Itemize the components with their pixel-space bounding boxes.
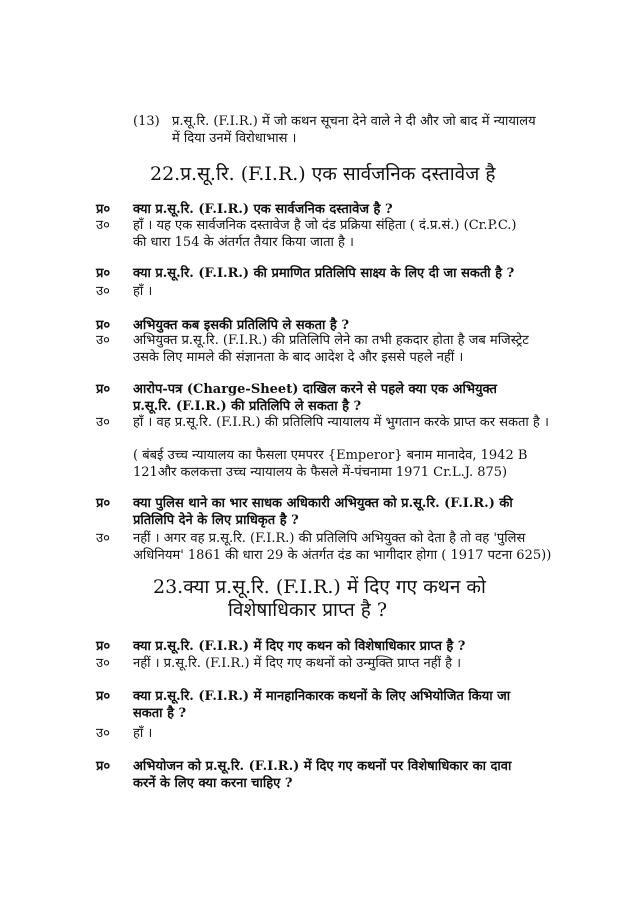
question-label: प्र०: [96, 496, 111, 511]
answer-text: नहीं । अगर वह प्र.सू.रि. (F.I.R.) की प्रतिलिपि अभियुक्त को देता है तो वह 'पुलिस: [133, 531, 526, 546]
answer-text: हाँ ।: [133, 726, 153, 741]
question-text: क्या प्र.सू.रि. (F.I.R.) की प्रमाणित प्रतिलिपि साक्ष्य के लिए दी जा सकती है ?: [133, 266, 515, 281]
question-label: प्र०: [96, 639, 111, 654]
answer-label: उ०: [96, 333, 110, 348]
question-label: प्र०: [96, 759, 111, 774]
answer-label: उ०: [96, 415, 110, 430]
section-heading: विशेषाधिकार प्राप्त है ?: [228, 599, 388, 621]
answer-text: नहीं । प्र.सू.रि. (F.I.R.) में दिए गए कथनों को उन्मुक्ति प्राप्त नहीं है ।: [133, 656, 462, 671]
answer-text: उसके लिए मामले की संज्ञानता के बाद आदेश दे और इससे पहले नहीं ।: [133, 350, 464, 365]
question-label: प्र०: [96, 318, 111, 333]
section-heading: 22.प्र.सू.रि. (F.I.R.) एक सार्वजनिक दस्तावेज है: [150, 163, 496, 185]
answer-text: हाँ ।: [133, 284, 153, 299]
question-text: क्या पुलिस थाने का भार साधक अधिकारी अभियुक्त को प्र.सू.रि. (F.I.R.) की: [133, 496, 513, 511]
question-text: क्या प्र.सू.रि. (F.I.R.) में दिए गए कथन को विशेषाधिकार प्राप्त है ?: [133, 639, 466, 654]
citation-note: 121और कलकत्ता उच्च न्यायालय के फैसले में-पंचनामा 1971 Cr.L.J. 875): [133, 465, 508, 480]
item-text-line: प्र.सू.रि. (F.I.R.) में जो कथन सूचना देने वाले ने दी और जो बाद में न्यायालय: [172, 114, 536, 129]
answer-text: अधिनियम' 1861 की धारा 29 के अंतर्गत दंड का भागीदार होगा ( 1917 पटना 625)): [133, 548, 552, 563]
answer-label: उ०: [96, 531, 110, 546]
answer-text: अभियुक्त प्र.सू.रि. (F.I.R.) की प्रतिलिपि लेने का तभी हकदार होता है जब मजिस्ट्रेट: [133, 333, 529, 348]
answer-label: उ०: [96, 218, 110, 233]
answer-label: उ०: [96, 656, 110, 671]
citation-note: ( बंबई उच्च न्यायालय का फैसला एमपरर {Emperor} बनाम मानादेव, 1942 B: [133, 448, 528, 463]
item-number: (13): [133, 114, 160, 129]
question-text: अभियुक्त कब इसकी प्रतिलिपि ले सकता है ?: [133, 318, 349, 333]
answer-text: हाँ । वह प्र.सू.रि. (F.I.R.) की प्रतिलिपि न्यायालय में भुगतान करके प्राप्त कर सकता है ।: [133, 415, 549, 430]
question-label: प्र०: [96, 202, 111, 217]
question-text: सकता है ?: [133, 706, 187, 721]
answer-label: उ०: [96, 284, 110, 299]
question-text: क्या प्र.सू.रि. (F.I.R.) में मानहानिकारक कथनों के लिए अभियोजित किया जा: [133, 689, 511, 704]
question-text: करनें के लिए क्या करना चाहिए ?: [133, 776, 293, 791]
question-text: अभियोजन को प्र.सू.रि. (F.I.R.) में दिए गए कथनों पर विशेषाधिकार का दावा: [133, 759, 512, 774]
answer-text: हाँ । यह एक सार्वजनिक दस्तावेज है जो दंड प्रक्रिया संहिता ( दं.प्र.सं.) (Cr.P.C.): [133, 218, 517, 233]
question-text: आरोप-पत्र (Charge-Sheet) दाखिल करने से पहले क्या एक अभियुक्त: [133, 382, 497, 397]
question-text: क्या प्र.सू.रि. (F.I.R.) एक सार्वजनिक दस्तावेज है ?: [133, 202, 393, 217]
question-label: प्र०: [96, 266, 111, 281]
item-text-line: में दिया उनमें विरोधाभास ।: [172, 131, 297, 146]
answer-label: उ०: [96, 726, 110, 741]
answer-text: की धारा 154 के अंतर्गत तैयार किया जाता है ।: [133, 235, 354, 250]
question-label: प्र०: [96, 382, 111, 397]
question-text: प्रतिलिपि देने के लिए प्राधिकृत है ?: [133, 513, 299, 528]
section-heading: 23.क्या प्र.सू.रि. (F.I.R.) में दिए गए कथन को: [153, 576, 486, 598]
question-text: प्र.सू.रि. (F.I.R.) की प्रतिलिपि ले सकता है ?: [133, 399, 362, 414]
question-label: प्र०: [96, 689, 111, 704]
